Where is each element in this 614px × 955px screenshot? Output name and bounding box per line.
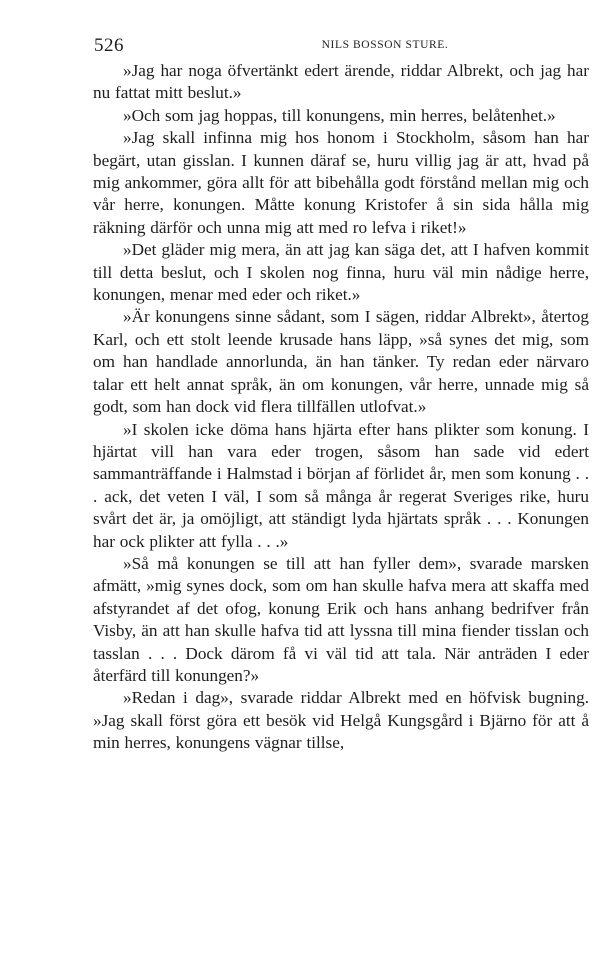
paragraph: »Så må konungen se till att han fyller dem», svarade marsken afmätt, »mig synes dock, som om han skulle hafva mera att skaffa med afstyrandet af det ofog, konung Erik och hans anhang bedrifver från Visby, än att han skulle hafva tid att lyssna till mina fiender tisslan och tasslan . . . Dock därom få vi väl tid att tala. När anträden I eder återfärd till konungen?» bbox=[93, 553, 589, 685]
paragraph: »Och som jag hoppas, till konungens, min herres, belåtenhet.» bbox=[123, 105, 556, 125]
paragraph: »Jag har noga öfvertänkt edert ärende, riddar Albrekt, och jag har nu fattat mitt beslut.» bbox=[93, 61, 589, 103]
page-header bbox=[94, 35, 586, 57]
running-title: NILS BOSSON STURE. bbox=[321, 39, 449, 51]
paragraph: »Redan i dag», svarade riddar Albrekt med en höfvisk bugning. »Jag skall först göra ett besök vid Helgå Kungsgård i Bjärno för att å min herres, konungens vägnar tillse, bbox=[93, 688, 589, 753]
paragraph: »Är konungens sinne sådant, som I sägen, riddar Albrekt», återtog Karl, och ett stolt leende krusade hans läpp, »så synes det mig, som om han handlade annorlunda, än han tänker. Ty redan eder närvaro talar ett helt annat språk, än om konungen, vår herre, unnade mig så godt, som han dock vid flera tillfällen utlofvat.» bbox=[93, 307, 589, 417]
paragraph: »Jag skall infinna mig hos honom i Stockholm, såsom han har begärt, utan gisslan. I kunnen däraf se, huru villig jag är att, hvad på mig ankommer, göra allt för att bibehålla godt förstånd mellan mig och vår herre, konungen. Måtte konung Kristofer å sin sida hålla mig räkning därför och unna mig att med ro lefva i riket!» bbox=[93, 128, 589, 237]
paragraph: »Det gläder mig mera, än att jag kan säga det, att I hafven kommit till detta beslut, och I skolen nog finna, huru väl min nådige herre, konungen, menar med eder och riket.» bbox=[93, 240, 589, 305]
body-text bbox=[93, 60, 589, 755]
paragraph: »I skolen icke döma hans hjärta efter hans plikter som konung. I hjärtat vill han vara eder trogen, såsom han sade vid edert sammanträffande i Halmstad i början af förlidet år, men som konung . . . ack, det veten I väl, I som så många år regerat Sveriges rike, huru svårt det är, ja omöjligt, att ständigt lyda hjärtats språk . . . Konungen har ock plikter att fylla . . .» bbox=[93, 419, 589, 551]
page-number: 526 bbox=[94, 35, 124, 56]
